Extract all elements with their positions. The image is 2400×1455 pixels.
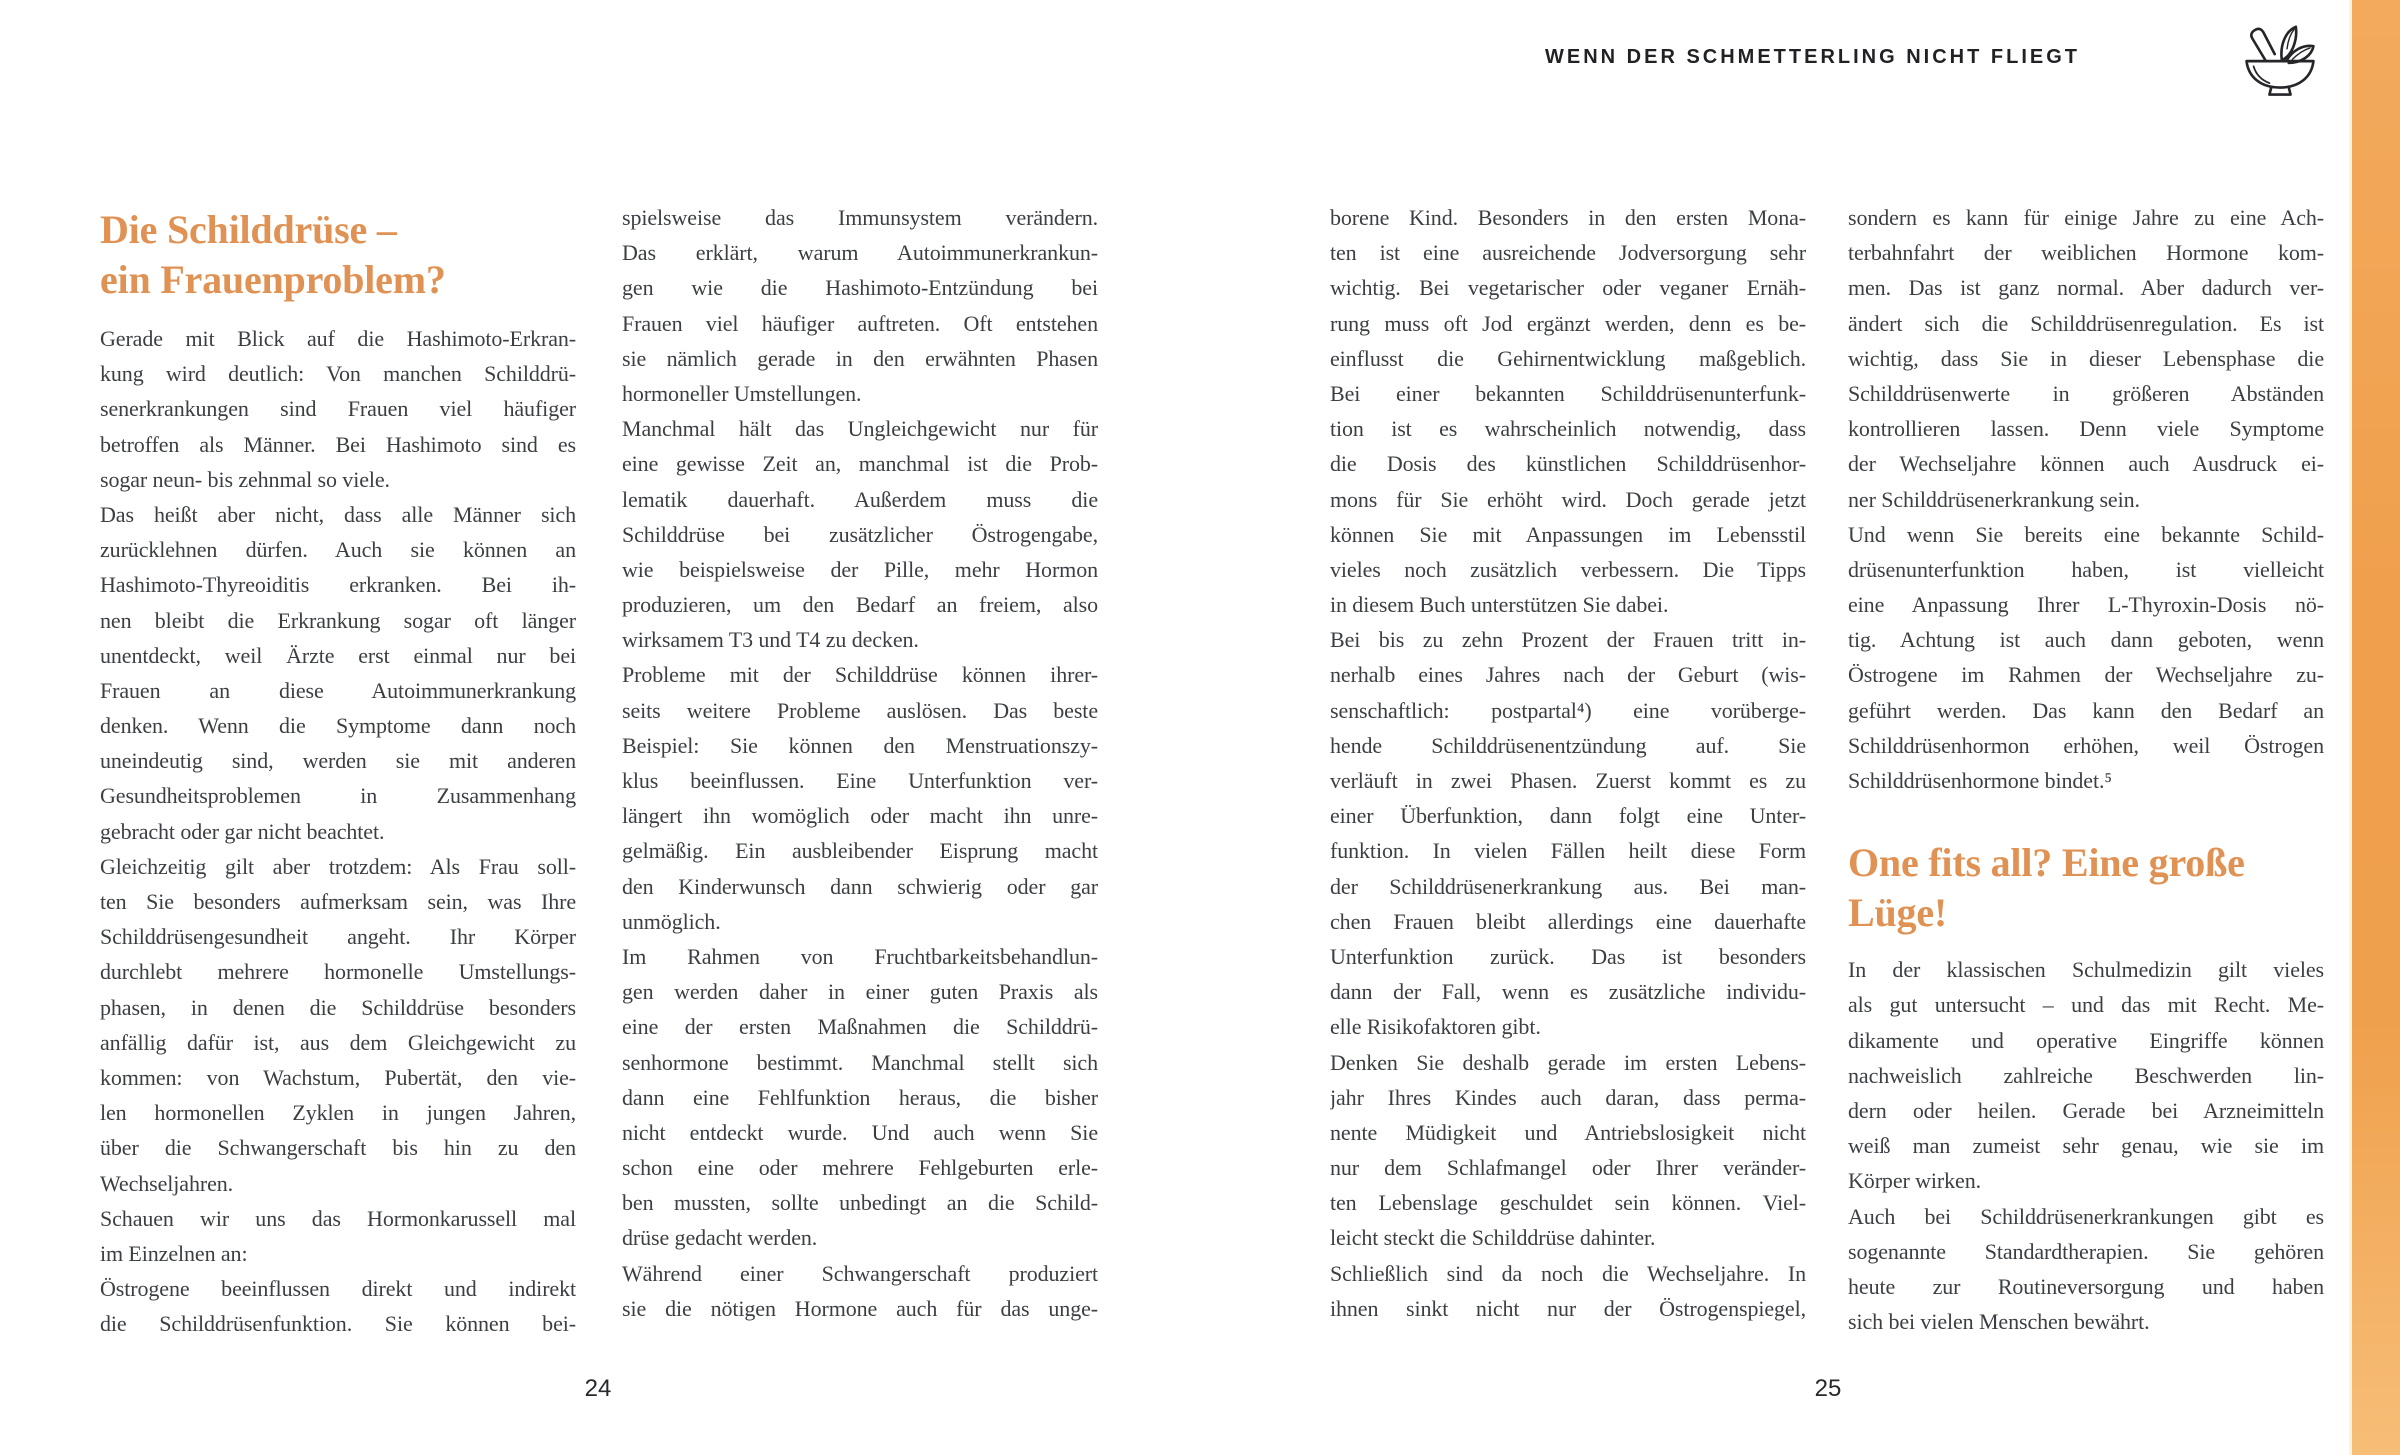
heading-line: Lüge! [1848, 890, 1948, 936]
text-line: können Sie mit Anpassungen im Lebensstil [1330, 521, 1806, 547]
text-line: elle Risikofaktoren gibt. [1330, 1014, 1541, 1040]
text-line: ten Lebenslage geschuldet sein können. Viel- [1330, 1190, 1806, 1216]
text-line: produzieren, um den Bedarf an freiem, also [622, 592, 1098, 618]
text-line: drüse gedacht werden. [622, 1225, 818, 1251]
heading-line: Die Schilddrüse – [100, 207, 397, 252]
text-line: leicht steckt die Schilddrüse dahinter. [1330, 1225, 1656, 1251]
text-line: über die Schwangerschaft bis hin zu den [100, 1135, 576, 1161]
text-line: eine gewisse Zeit an, manchmal ist die Prob- [622, 451, 1098, 477]
text-line: Schilddrüse bei zusätzlicher Östrogengabe, [622, 521, 1098, 547]
text-line: gebracht oder gar nicht beachtet. [100, 818, 385, 844]
mortar-pestle-icon [2236, 22, 2324, 102]
text-line: längert ihn womöglich oder macht ihn unre- [622, 803, 1098, 829]
text-line: nur dem Schlafmangel oder Ihrer veränder- [1330, 1155, 1806, 1181]
text-line: schon eine oder mehrere Fehlgeburten erle- [622, 1155, 1098, 1181]
heading-line: ein Frauenproblem? [100, 257, 446, 302]
text-line: hormoneller Umstellungen. [622, 380, 862, 406]
text-line: Während einer Schwangerschaft produziert [622, 1260, 1098, 1286]
text-line: Schilddrüsenhormone bindet.⁵ [1848, 768, 2112, 793]
text-line: senhormone bestimmt. Manchmal stellt sich [622, 1049, 1098, 1075]
text-line: unmöglich. [622, 908, 721, 934]
text-line: ihnen sinkt nicht nur der Östrogenspiegel, [1330, 1295, 1806, 1321]
page-edge-bar [2349, 0, 2400, 1455]
text-line: spielsweise das Immunsystem verändern. [622, 205, 1098, 230]
text-line: borene Kind. Besonders in den ersten Mona- [1330, 205, 1806, 230]
text-line: Östrogene beeinflussen direkt und indirekt [100, 1276, 576, 1302]
text-line: sich bei vielen Menschen bewährt. [1848, 1309, 2150, 1335]
text-line: die Schilddrüsenfunktion. Sie können bei- [100, 1311, 576, 1337]
text-line: Im Rahmen von Fruchtbarkeitsbehandlun- [622, 943, 1098, 969]
heading-line: One fits all? Eine große [1848, 840, 2245, 886]
text-line: hende Schilddrüsenentzündung auf. Sie [1330, 732, 1806, 758]
text-line: Schilddrüsengesundheit angeht. Ihr Körper [100, 924, 576, 950]
text-line: Manchmal hält das Ungleichgewicht nur für [622, 416, 1098, 442]
text-line: Das heißt aber nicht, dass alle Männer sich [100, 501, 576, 527]
text-column [100, 205, 576, 1341]
text-line: eine der ersten Maßnahmen die Schilddrü- [622, 1014, 1098, 1040]
text-line: ben mussten, sollte unbedingt an die Schild- [622, 1190, 1098, 1216]
text-line: als gut untersucht – und das mit Recht. Me- [1848, 992, 2324, 1018]
text-line: denken. Wenn die Symptome dann noch [100, 713, 576, 739]
text-line: Schilddrüsenwerte in größeren Abständen [1848, 380, 2324, 406]
text-line: lematik dauerhaft. Außerdem muss die [622, 486, 1098, 512]
text-line: verläuft in zwei Phasen. Zuerst kommt es zu [1330, 768, 1806, 793]
text-line: dann der Fall, wenn es zusätzliche individu- [1330, 979, 1806, 1005]
text-line: Hashimoto-Thyreoiditis erkranken. Bei ih- [100, 572, 576, 598]
text-line: kung wird deutlich: Von manchen Schilddrü- [100, 361, 576, 387]
text-line: gelmäßig. Ein ausbleibender Eisprung macht [622, 838, 1098, 864]
text-line: Schauen wir uns das Hormonkarussell mal [100, 1205, 576, 1231]
text-line: kontrollieren lassen. Denn viele Symptome [1848, 416, 2324, 442]
text-line: eine Anpassung Ihrer L-Thyroxin-Dosis nö- [1848, 592, 2324, 618]
text-line: Das erklärt, warum Autoimmunerkrankun- [622, 240, 1098, 266]
text-line: unentdeckt, weil Ärzte erst einmal nur bei [100, 642, 576, 668]
text-line: der Wechseljahre können auch Ausdruck ei- [1848, 451, 2324, 477]
text-line: funktion. In vielen Fällen heilt diese Form [1330, 838, 1806, 864]
text-line: ner Schilddrüsenerkrankung sein. [1848, 486, 2140, 512]
text-line: durchlebt mehrere hormonelle Umstellungs- [100, 959, 576, 985]
text-line: sondern es kann für einige Jahre zu eine Ach- [1848, 205, 2324, 230]
text-line: sogenannte Standardtherapien. Sie gehören [1848, 1238, 2324, 1264]
text-line: kommen: von Wachstum, Pubertät, den vie- [100, 1064, 576, 1090]
text-line: Frauen viel häufiger auftreten. Oft entstehen [622, 310, 1098, 336]
text-line: sie die nötigen Hormone auch für das unge- [622, 1295, 1098, 1321]
text-line: wirksamem T3 und T4 zu decken. [622, 627, 919, 653]
text-line: Frauen an diese Autoimmunerkrankung [100, 677, 576, 703]
text-line: vieles noch zusätzlich verbessern. Die Tipps [1330, 556, 1806, 582]
text-column [1848, 200, 2324, 1339]
text-line: Schilddrüsenhormon erhöhen, weil Östrogen [1848, 732, 2324, 758]
text-line: dern oder heilen. Gerade bei Arzneimitteln [1848, 1097, 2324, 1123]
text-line: einer Überfunktion, dann folgt eine Unter- [1330, 803, 1806, 829]
page-number-left: 24 [584, 1375, 612, 1402]
text-line: einflusst die Gehirnentwicklung maßgeblich. [1330, 345, 1806, 371]
text-line: Gesundheitsproblemen in Zusammenhang [100, 783, 576, 809]
text-line: Schließlich sind da noch die Wechseljahre. In [1330, 1260, 1806, 1286]
text-line: der Schilddrüsenerkrankung aus. Bei man- [1330, 873, 1806, 899]
text-line: terbahnfahrt der weiblichen Hormone kom- [1848, 240, 2324, 266]
section-heading [100, 205, 576, 305]
text-line: nachweislich zahlreiche Beschwerden lin- [1848, 1062, 2324, 1088]
text-line: ten ist eine ausreichende Jodversorgung sehr [1330, 240, 1806, 266]
text-line: mons für Sie erhöht wird. Doch gerade jetzt [1330, 486, 1806, 512]
text-line: chen Frauen bleibt allerdings eine dauerhafte [1330, 908, 1806, 934]
text-line: Körper wirken. [1848, 1168, 1981, 1194]
text-line: Gerade mit Blick auf die Hashimoto-Erkran- [100, 326, 576, 351]
text-line: men. Das ist ganz normal. Aber dadurch ver- [1848, 275, 2324, 301]
text-line: dann eine Fehlfunktion heraus, die bisher [622, 1084, 1098, 1110]
text-line: uneindeutig sind, werden sie mit anderen [100, 748, 576, 774]
text-line: senerkrankungen sind Frauen viel häufiger [100, 396, 576, 422]
text-line: seits weitere Probleme auslösen. Das beste [622, 697, 1098, 723]
text-line: geführt werden. Das kann den Bedarf an [1848, 697, 2324, 723]
text-column [622, 200, 1098, 1326]
text-line: Bei bis zu zehn Prozent der Frauen tritt in- [1330, 627, 1806, 653]
text-line: nente Müdigkeit und Antriebslosigkeit nicht [1330, 1119, 1806, 1145]
text-line: gen werden daher in einer guten Praxis als [622, 979, 1098, 1005]
text-line: senschaftlich: postpartal⁴) eine vorüberge- [1330, 697, 1806, 723]
text-line: anfällig dafür ist, aus dem Gleichgewicht zu [100, 1029, 576, 1055]
text-line: phasen, in denen die Schilddrüse besonders [100, 994, 576, 1020]
text-line: Und wenn Sie bereits eine bekannte Schild- [1848, 521, 2324, 547]
text-line: Bei einer bekannten Schilddrüsenunterfunk- [1330, 380, 1806, 406]
text-line: tion ist es wahrscheinlich notwendig, dass [1330, 416, 1806, 442]
text-line: gen wie die Hashimoto-Entzündung bei [622, 275, 1098, 301]
text-line: im Einzelnen an: [100, 1240, 248, 1266]
text-line: den Kinderwunsch dann schwierig oder gar [622, 873, 1098, 899]
text-line: wie beispielsweise der Pille, mehr Hormon [622, 556, 1098, 582]
text-line: sogar neun- bis zehnmal so viele. [100, 466, 390, 492]
text-line: nicht entdeckt wurde. Und auch wenn Sie [622, 1119, 1098, 1145]
text-line: in diesem Buch unterstützen Sie dabei. [1330, 592, 1669, 618]
text-line: Gleichzeitig gilt aber trotzdem: Als Frau soll- [100, 853, 576, 879]
page-number-right: 25 [1814, 1375, 1842, 1402]
text-line: len hormonellen Zyklen in jungen Jahren, [100, 1100, 576, 1126]
text-line: tig. Achtung ist auch dann geboten, wenn [1848, 627, 2324, 653]
text-line: drüsenunterfunktion haben, ist vielleicht [1848, 556, 2324, 582]
text-line: dikamente und operative Eingriffe können [1848, 1027, 2324, 1053]
text-line: Wechseljahren. [100, 1170, 234, 1196]
text-line: wichtig. Bei vegetarischer oder veganer Ernäh- [1330, 275, 1806, 301]
text-line: klus beeinflussen. Eine Unterfunktion ver- [622, 768, 1098, 793]
text-line: betroffen als Männer. Bei Hashimoto sind es [100, 431, 576, 457]
text-line: heute zur Routineversorgung und haben [1848, 1273, 2324, 1299]
text-line: weiß man zumeist sehr genau, wie sie im [1848, 1133, 2324, 1159]
text-line: Östrogene im Rahmen der Wechseljahre zu- [1848, 662, 2324, 688]
text-line: zurücklehnen dürfen. Auch sie können an [100, 537, 576, 563]
text-line: In der klassischen Schulmedizin gilt vieles [1848, 957, 2324, 983]
running-head: WENN DER SCHMETTERLING NICHT FLIEGT [1545, 46, 2080, 68]
text-line: nerhalb eines Jahres nach der Geburt (wis- [1330, 662, 1806, 688]
text-line: Denken Sie deshalb gerade im ersten Lebens- [1330, 1049, 1806, 1075]
text-line: jahr Ihres Kindes auch daran, dass perma- [1330, 1084, 1806, 1110]
text-line: sie nämlich gerade in den erwähnten Phasen [622, 345, 1098, 371]
text-line: nen bleibt die Erkrankung sogar oft länger [100, 607, 576, 633]
text-line: wichtig, dass Sie in dieser Lebensphase die [1848, 345, 2324, 371]
text-line: Probleme mit der Schilddrüse können ihrer- [622, 662, 1098, 688]
text-line: ten Sie besonders aufmerksam sein, was Ihre [100, 889, 576, 914]
section-heading [1848, 838, 2324, 938]
text-line: ändert sich die Schilddrüsenregulation. Es ist [1848, 310, 2324, 336]
text-column [1330, 200, 1806, 1326]
text-line: Unterfunktion zurück. Das ist besonders [1330, 943, 1806, 969]
text-line: rung muss oft Jod ergänzt werden, denn es be- [1330, 310, 1806, 336]
text-line: die Dosis des künstlichen Schilddrüsenhor- [1330, 451, 1806, 477]
text-line: Auch bei Schilddrüsenerkrankungen gibt es [1848, 1203, 2324, 1229]
text-line: Beispiel: Sie können den Menstruationszy- [622, 732, 1098, 758]
